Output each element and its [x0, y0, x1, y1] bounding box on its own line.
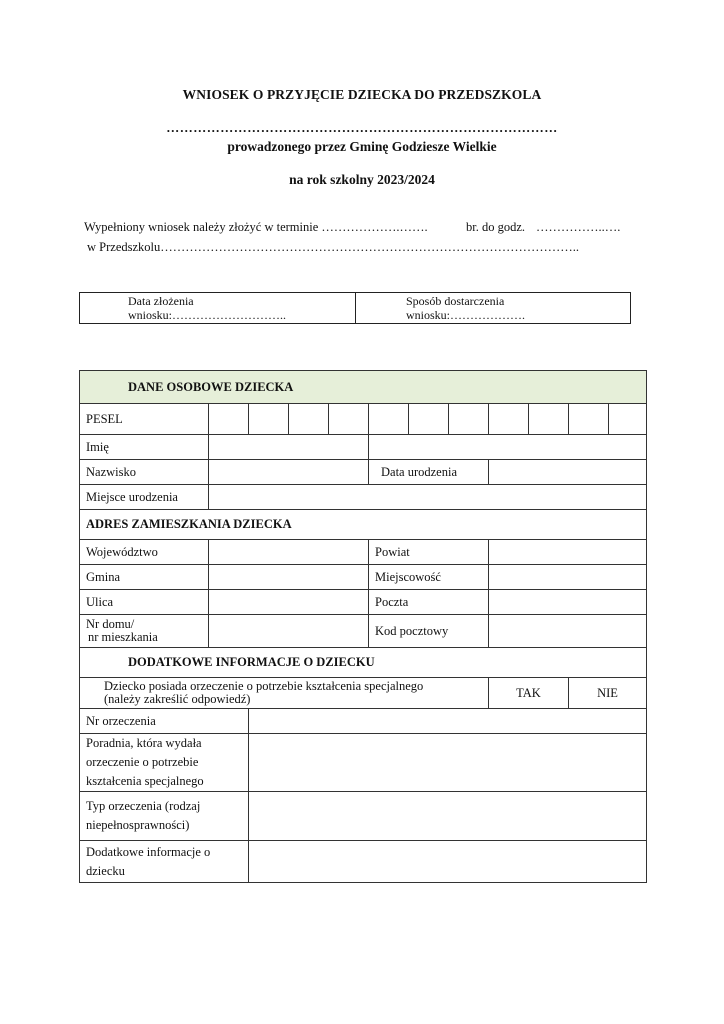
- certificate-number-label: Nr orzeczenia: [80, 709, 249, 734]
- pesel-digit-5[interactable]: [369, 404, 409, 435]
- post-office-field[interactable]: [489, 590, 647, 615]
- pesel-digit-6[interactable]: [409, 404, 449, 435]
- preschool-line: w Przedszkolu………………………………………………………………………………………..: [87, 240, 579, 254]
- address-heading: ADRES ZAMIESZKANIA DZIECKA: [80, 510, 647, 540]
- first-name-extra[interactable]: [369, 435, 647, 460]
- additional-info-line1: Dodatkowe informacje o: [86, 844, 211, 859]
- clinic-label: [80, 734, 249, 792]
- last-name-field[interactable]: [209, 460, 369, 485]
- pesel-digit-4[interactable]: [329, 404, 369, 435]
- post-office-label: Poczta: [369, 590, 489, 615]
- voivodeship-label: Województwo: [80, 540, 209, 565]
- street-field[interactable]: [209, 590, 369, 615]
- house-no-label: Nr domu/: [86, 617, 135, 631]
- birth-date-label: Data urodzenia: [369, 460, 489, 485]
- deadline-hour-label: br. do godz.: [466, 220, 526, 234]
- form-title: WNIOSEK O PRZYJĘCIE DZIECKA DO PRZEDSZKOLA: [182, 87, 542, 102]
- pesel-digit-3[interactable]: [289, 404, 329, 435]
- county-field[interactable]: [489, 540, 647, 565]
- pesel-digit-7[interactable]: [449, 404, 489, 435]
- county-label: Powiat: [369, 540, 489, 565]
- birth-date-field[interactable]: [489, 460, 647, 485]
- child-data-table: [79, 370, 647, 883]
- additional-info-heading: DODATKOWE INFORMACJE O DZIECKU: [80, 648, 647, 678]
- submission-method-label: Sposób dostarczenia: [406, 294, 505, 308]
- submission-date-field[interactable]: wniosku:………………………..: [128, 308, 287, 322]
- birth-place-label: Miejsce urodzenia: [80, 485, 209, 510]
- flat-no-label: nr mieszkania: [88, 630, 158, 644]
- certificate-type-field[interactable]: [249, 792, 647, 841]
- locality-field[interactable]: [489, 565, 647, 590]
- voivodeship-field[interactable]: [209, 540, 369, 565]
- certificate-type-line2: niepełnosprawności): [86, 818, 190, 832]
- personal-data-heading: DANE OSOBOWE DZIECKA: [80, 371, 647, 404]
- house-number-field[interactable]: [209, 615, 369, 648]
- certificate-type-label: [80, 792, 249, 841]
- first-name-label: Imię: [80, 435, 209, 460]
- pesel-digit-11[interactable]: [609, 404, 647, 435]
- special-education-question-line2: (należy zakreślić odpowiedź): [104, 692, 251, 706]
- first-name-field[interactable]: [209, 435, 369, 460]
- special-education-question: [80, 678, 489, 709]
- submission-box: [79, 292, 631, 324]
- birth-place-field[interactable]: [209, 485, 647, 510]
- additional-info-label: [80, 841, 249, 883]
- deadline-hour-blank: ……………..….: [536, 220, 621, 234]
- pesel-digit-2[interactable]: [249, 404, 289, 435]
- pesel-digit-9[interactable]: [529, 404, 569, 435]
- additional-info-field[interactable]: [249, 841, 647, 883]
- pesel-digit-1[interactable]: [209, 404, 249, 435]
- form-subtitle: prowadzonego przez Gminę Godziesze Wielkie: [227, 139, 497, 154]
- clinic-label-line2: orzeczenie o potrzebie: [86, 755, 199, 769]
- house-number-label: [80, 615, 209, 648]
- submission-divider: [355, 293, 356, 323]
- preschool-name-blank: ……………………………………………………………………………: [166, 120, 558, 135]
- answer-yes[interactable]: TAK: [489, 678, 569, 709]
- submission-date-label: Data złożenia: [128, 294, 194, 308]
- certificate-number-field[interactable]: [249, 709, 647, 734]
- school-year: na rok szkolny 2023/2024: [289, 172, 435, 187]
- postal-code-field[interactable]: [489, 615, 647, 648]
- answer-no[interactable]: NIE: [569, 678, 647, 709]
- commune-label: Gmina: [80, 565, 209, 590]
- additional-info-line2: dziecku: [86, 863, 125, 878]
- deadline-line: Wypełniony wniosek należy złożyć w terminie ……………….…….: [84, 220, 428, 234]
- locality-label: Miejscowość: [369, 565, 489, 590]
- pesel-label: PESEL: [80, 404, 209, 435]
- pesel-digit-10[interactable]: [569, 404, 609, 435]
- postal-code-label: Kod pocztowy: [369, 615, 489, 648]
- submission-method-field[interactable]: wniosku:……………….: [406, 308, 526, 322]
- clinic-field[interactable]: [249, 734, 647, 792]
- certificate-type-line1: Typ orzeczenia (rodzaj: [86, 799, 201, 813]
- pesel-row: [80, 404, 647, 435]
- clinic-label-line1: Poradnia, która wydała: [86, 736, 202, 750]
- last-name-label: Nazwisko: [80, 460, 209, 485]
- commune-field[interactable]: [209, 565, 369, 590]
- pesel-digit-8[interactable]: [489, 404, 529, 435]
- clinic-label-line3: kształcenia specjalnego: [86, 774, 204, 788]
- street-label: Ulica: [80, 590, 209, 615]
- special-education-question-line1: Dziecko posiada orzeczenie o potrzebie kształcenia specjalnego: [104, 679, 424, 693]
